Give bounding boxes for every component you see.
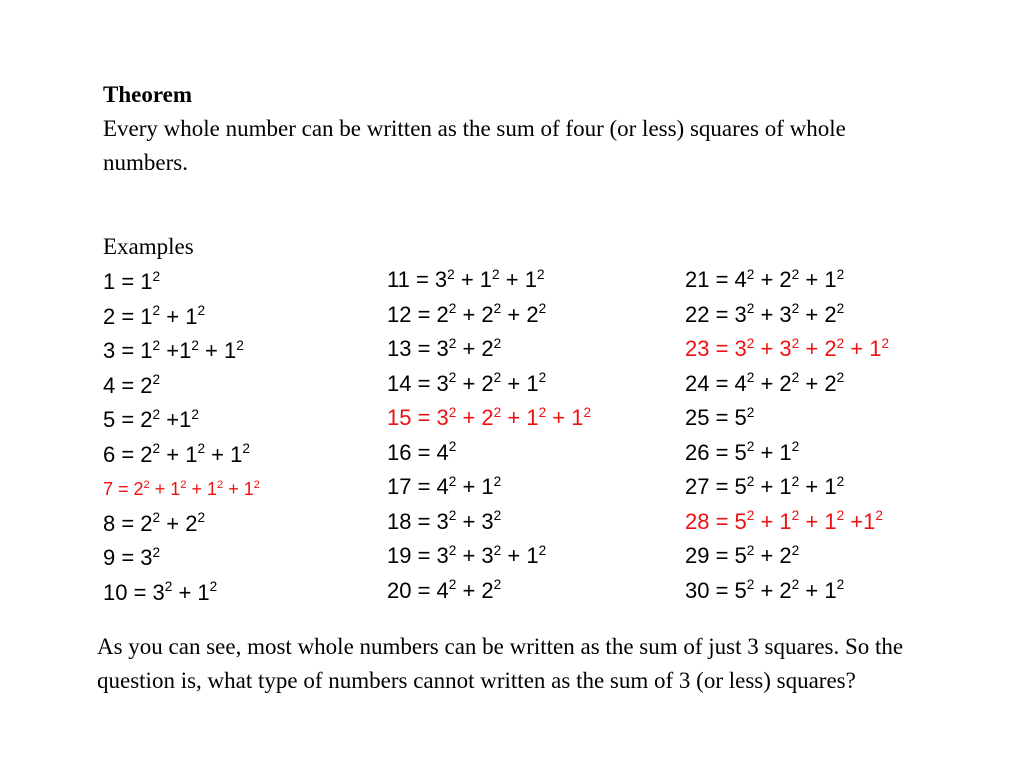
- example-equation: $18 = 3^2 + 3^2$: [387, 508, 502, 534]
- theorem-block: [103, 78, 933, 180]
- closing-paragraph: As you can see, most whole numbers can be written as the sum of just 3 squares. So the question is, what type of numbers cannot written as the sum of 3 (or less) squares?: [97, 634, 904, 693]
- example-equation: $7 = 2^2 + 1^2 + 1^2 + 1^2$: [103, 479, 261, 499]
- example-equation: $2 = 1^2 + 1^2$: [103, 303, 206, 329]
- example-equation: $22 = 3^2 + 3^2 + 2^2$: [685, 301, 845, 327]
- example-equation: $27 = 5^2 + 1^2 + 1^2$: [685, 473, 845, 499]
- example-equation: $16 = 4^2$: [387, 439, 457, 465]
- example-equation: $6 = 2^2 + 1^2 + 1^2$: [103, 441, 250, 467]
- example-equation: $28 = 5^2 + 1^2 + 1^2 +1^2$: [685, 508, 883, 534]
- example-equation: $3 = 1^2 +1^2 + 1^2$: [103, 337, 244, 363]
- example-equation: $17 = 4^2 + 1^2$: [387, 473, 502, 499]
- example-equation: $5 = 2^2 +1^2$: [103, 406, 199, 432]
- examples-heading: Examples: [103, 234, 194, 259]
- theorem-statement: Every whole number can be written as the sum of four (or less) squares of whole numbers.: [103, 116, 846, 175]
- example-equation: $21 = 4^2 + 2^2 + 1^2$: [685, 266, 845, 292]
- example-equation: $25 = 5^2$: [685, 404, 755, 430]
- example-equation: $11 = 3^2 + 1^2 + 1^2$: [387, 266, 545, 292]
- example-equation: $30 = 5^2 + 2^2 + 1^2$: [685, 577, 845, 603]
- example-equation: $26 = 5^2 + 1^2$: [685, 439, 800, 465]
- example-equation: $24 = 4^2 + 2^2 + 2^2$: [685, 370, 845, 396]
- example-equation: $23 = 3^2 + 3^2 + 2^2 + 1^2$: [685, 335, 890, 361]
- examples-column-3: [685, 263, 889, 608]
- example-equation: $15 = 3^2 + 2^2 + 1^2 + 1^2$: [387, 404, 592, 430]
- examples-column-2: [387, 263, 591, 608]
- theorem-title: Theorem: [103, 82, 193, 107]
- example-equation: $9 = 3^2$: [103, 544, 161, 570]
- example-equation: $10 = 3^2 + 1^2$: [103, 579, 218, 605]
- example-equation: $12 = 2^2 + 2^2 + 2^2$: [387, 301, 547, 327]
- example-equation: $14 = 3^2 + 2^2 + 1^2$: [387, 370, 547, 396]
- example-equation: $29 = 5^2 + 2^2$: [685, 542, 800, 568]
- examples-column-1: [103, 265, 260, 610]
- example-equation: $19 = 3^2 + 3^2 + 1^2$: [387, 542, 547, 568]
- example-equation: $8 = 2^2 + 2^2$: [103, 510, 206, 536]
- example-equation: $13 = 3^2 + 2^2$: [387, 335, 502, 361]
- example-equation: $20 = 4^2 + 2^2$: [387, 577, 502, 603]
- example-equation: $1 = 1^2$: [103, 268, 161, 294]
- example-equation: $4 = 2^2$: [103, 372, 161, 398]
